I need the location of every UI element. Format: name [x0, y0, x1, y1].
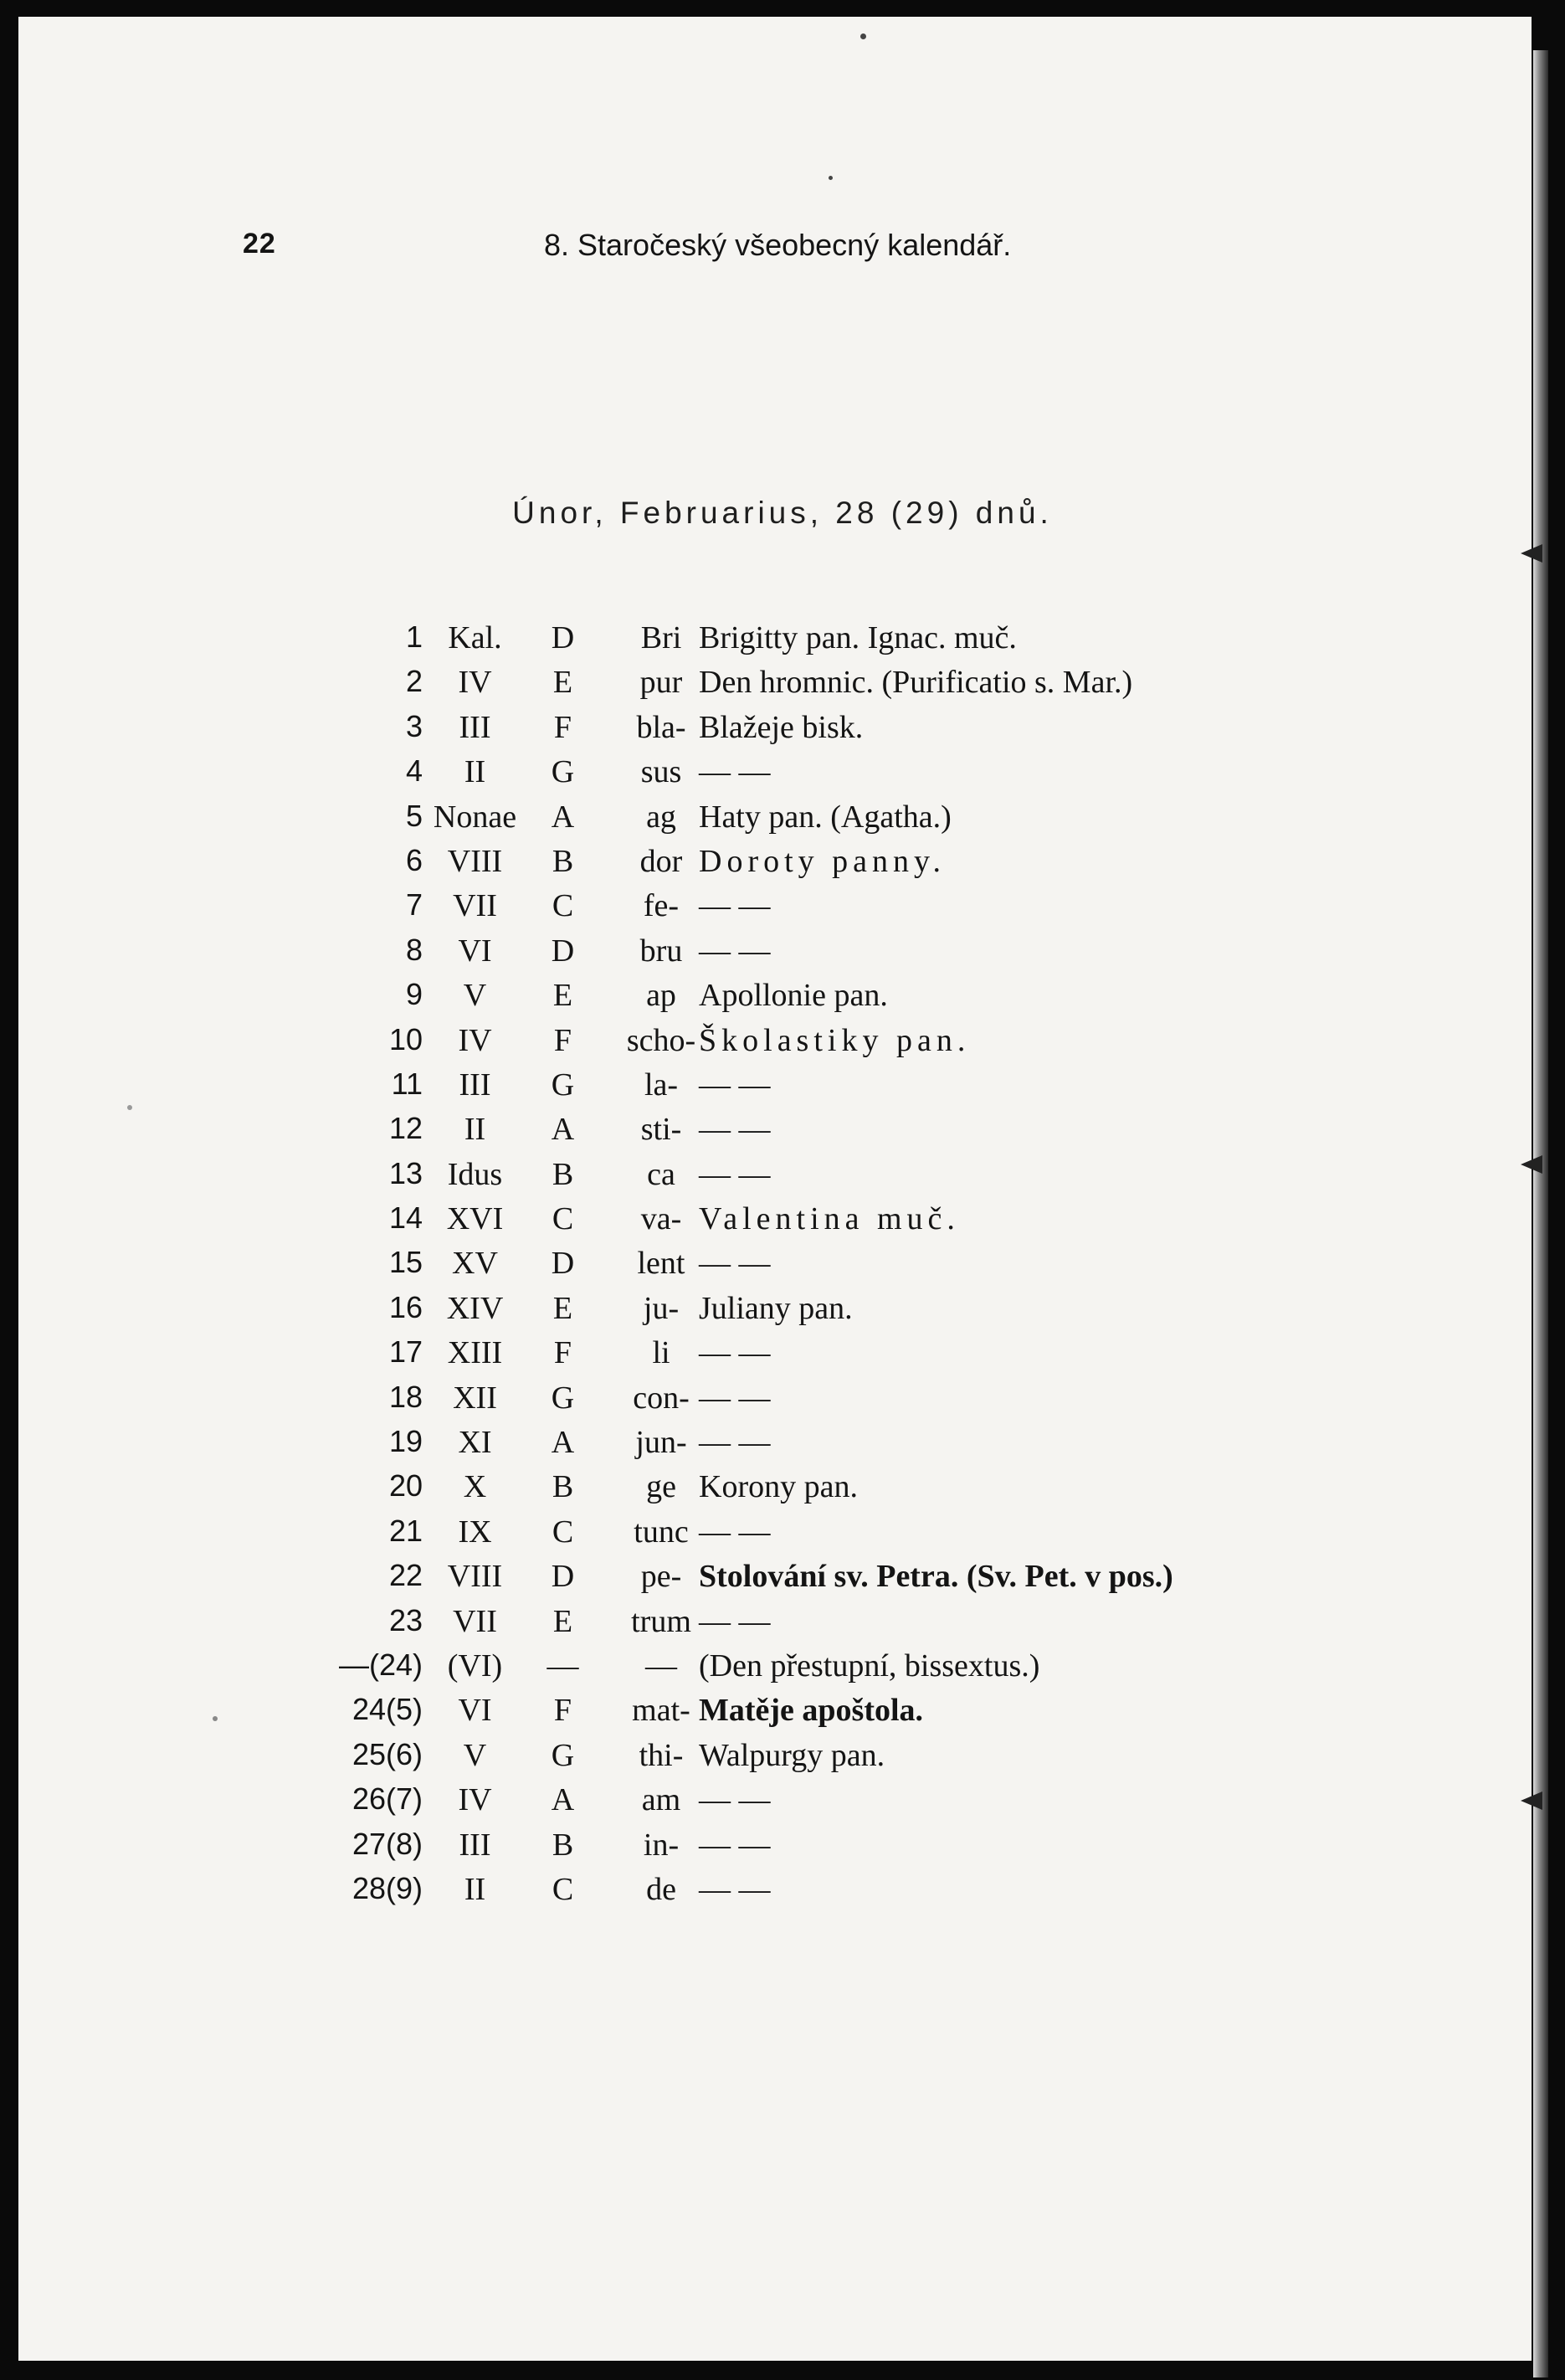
roman-date: X: [463, 1469, 487, 1505]
day-number: 23: [388, 1602, 423, 1637]
page-edge-shadow: [1533, 50, 1548, 2377]
calendar-row: [326, 1067, 1331, 1111]
dominical-letter: G: [551, 1737, 575, 1773]
calendar-row: [326, 1245, 1331, 1289]
day-number: 15: [388, 1245, 423, 1280]
roman-date: V: [463, 978, 487, 1014]
cisiojanus-syllable: de: [646, 1871, 676, 1907]
saint-name: — —: [699, 1782, 771, 1818]
day-number: 27(8): [351, 1826, 423, 1861]
saint-name: — —: [699, 1067, 771, 1103]
roman-date: V: [463, 1737, 487, 1773]
dominical-letter: C: [552, 1201, 574, 1237]
day-number: 17: [388, 1334, 423, 1370]
saint-name: Blažeje bisk.: [699, 709, 864, 745]
cisiojanus-syllable: ag: [646, 799, 676, 835]
day-number: 11: [391, 1066, 423, 1101]
dominical-letter: F: [553, 1022, 572, 1058]
day-number: 18: [388, 1379, 423, 1414]
calendar-row: [326, 619, 1331, 664]
cisiojanus-syllable: mat-: [632, 1693, 690, 1729]
roman-date: III: [459, 1827, 491, 1863]
calendar-row: [326, 843, 1331, 887]
saint-name: — —: [699, 1871, 771, 1907]
roman-date: IX: [458, 1514, 492, 1550]
saint-name: Apollonie pan.: [699, 978, 888, 1014]
dominical-letter: D: [551, 933, 575, 969]
binding-mark: [1521, 1155, 1542, 1174]
day-number: 24(5): [351, 1692, 423, 1727]
dominical-letter: G: [551, 1380, 575, 1416]
calendar-row: [326, 1156, 1331, 1200]
day-number: 3: [405, 708, 423, 743]
cisiojanus-syllable: va-: [640, 1201, 682, 1237]
calendar-table: [326, 619, 1331, 1915]
calendar-row: [326, 1468, 1331, 1513]
cisiojanus-syllable: in-: [643, 1827, 680, 1863]
calendar-row: [326, 1111, 1331, 1155]
day-number: 19: [388, 1424, 423, 1459]
calendar-row: [326, 1558, 1331, 1602]
roman-date: IV: [458, 1022, 492, 1058]
day-number: 9: [405, 977, 423, 1012]
cisiojanus-syllable: bru: [639, 933, 683, 969]
roman-date: Kal.: [448, 620, 502, 655]
saint-name: — —: [699, 1827, 771, 1863]
binding-mark: [1521, 1791, 1542, 1810]
roman-date: III: [459, 1067, 491, 1103]
cisiojanus-syllable: lent: [637, 1246, 685, 1282]
day-number: 25(6): [351, 1736, 423, 1771]
roman-date: VIII: [447, 843, 503, 879]
cisiojanus-syllable: trum: [631, 1603, 691, 1639]
saint-name: Doroty panny.: [699, 843, 947, 879]
calendar-row: [326, 977, 1331, 1021]
roman-date: II: [464, 1871, 486, 1907]
roman-date: XIII: [447, 1335, 503, 1371]
dominical-letter: A: [551, 799, 575, 835]
dominical-letter: E: [552, 1603, 573, 1639]
dominical-letter: —: [546, 1647, 579, 1683]
roman-date: (VI): [447, 1647, 503, 1683]
calendar-row: [326, 1827, 1331, 1871]
dominical-letter: E: [552, 665, 573, 701]
cisiojanus-syllable: ge: [646, 1469, 676, 1505]
month-title: Únor, Februarius, 28 (29) dnů.: [512, 496, 1053, 530]
roman-date: II: [464, 754, 486, 790]
dominical-letter: C: [552, 1871, 574, 1907]
day-number: 21: [388, 1513, 423, 1548]
calendar-row: [326, 1871, 1331, 1915]
calendar-row: [326, 1647, 1331, 1692]
day-number: 8: [405, 932, 423, 967]
saint-name: — —: [699, 1380, 771, 1416]
cisiojanus-syllable: sus: [640, 754, 682, 790]
calendar-row: [326, 1380, 1331, 1424]
saint-name: Brigitty pan. Ignac. muč.: [699, 620, 1017, 655]
calendar-row: [326, 1424, 1331, 1468]
printer-speck: [860, 33, 866, 39]
dominical-letter: G: [551, 754, 575, 790]
calendar-row: [326, 753, 1331, 798]
day-number: 22: [388, 1558, 423, 1593]
calendar-row: [326, 1603, 1331, 1647]
day-number: 16: [388, 1289, 423, 1324]
calendar-row: [326, 709, 1331, 753]
cisiojanus-syllable: ap: [646, 978, 676, 1014]
day-number: 1: [405, 619, 423, 654]
roman-date: IV: [458, 1782, 492, 1818]
day-number: 10: [388, 1021, 423, 1056]
roman-date: XIV: [446, 1290, 504, 1326]
calendar-row: [326, 664, 1331, 708]
saint-name: — —: [699, 1335, 771, 1371]
saint-name: — —: [699, 1603, 771, 1639]
roman-date: III: [459, 709, 491, 745]
dominical-letter: B: [552, 843, 574, 879]
day-number: 13: [388, 1155, 423, 1190]
day-number: 12: [388, 1111, 423, 1146]
dominical-letter: A: [551, 1112, 575, 1148]
cisiojanus-syllable: am: [641, 1782, 681, 1818]
cisiojanus-syllable: pe-: [640, 1559, 682, 1595]
saint-name: Stolování sv. Petra. (Sv. Pet. v pos.): [699, 1559, 1173, 1595]
cisiojanus-syllable: pur: [639, 665, 683, 701]
calendar-row: [326, 1781, 1331, 1826]
roman-date: XVI: [446, 1201, 504, 1237]
calendar-row: [326, 1737, 1331, 1781]
cisiojanus-syllable: fe-: [643, 888, 680, 924]
saint-name: — —: [699, 754, 771, 790]
cisiojanus-syllable: li: [652, 1335, 670, 1371]
saint-name: Walpurgy pan.: [699, 1737, 885, 1773]
dominical-letter: B: [552, 1827, 574, 1863]
saint-name: Haty pan. (Agatha.): [699, 799, 952, 835]
cisiojanus-syllable: ju-: [643, 1290, 680, 1326]
saint-name: — —: [699, 1156, 771, 1192]
roman-date: Idus: [447, 1156, 503, 1192]
cisiojanus-syllable: thi-: [639, 1737, 684, 1773]
dominical-letter: F: [553, 1693, 572, 1729]
cisiojanus-syllable: tunc: [634, 1514, 689, 1550]
page-number: 22: [243, 228, 276, 260]
roman-date: XV: [452, 1246, 498, 1282]
cisiojanus-syllable: ca: [647, 1156, 675, 1192]
day-number: 6: [405, 842, 423, 877]
saint-name: — —: [699, 933, 771, 969]
day-number: 28(9): [351, 1870, 423, 1905]
roman-date: IV: [458, 665, 492, 701]
calendar-row: [326, 1514, 1331, 1558]
printer-speck: [829, 176, 833, 180]
dominical-letter: E: [552, 1290, 573, 1326]
saint-name: (Den přestupní, bissextus.): [699, 1647, 1040, 1683]
binding-mark: [1521, 544, 1542, 563]
day-number: 14: [388, 1200, 423, 1236]
saint-name: — —: [699, 1514, 771, 1550]
day-number: 7: [405, 887, 423, 923]
cisiojanus-syllable: bla-: [636, 709, 686, 745]
cisiojanus-syllable: jun-: [635, 1425, 687, 1461]
cisiojanus-syllable: sti-: [640, 1112, 682, 1148]
dominical-letter: E: [552, 978, 573, 1014]
roman-date: Nonae: [433, 799, 517, 835]
cisiojanus-syllable: con-: [633, 1380, 690, 1416]
calendar-row: [326, 1022, 1331, 1067]
calendar-row: [326, 799, 1331, 843]
dominical-letter: C: [552, 888, 574, 924]
roman-date: VI: [458, 933, 492, 969]
day-number: 2: [405, 664, 423, 699]
dominical-letter: D: [551, 620, 575, 655]
saint-name: Matěje apoštola.: [699, 1693, 924, 1729]
calendar-row: [326, 933, 1331, 977]
cisiojanus-syllable: dor: [639, 843, 683, 879]
calendar-row: [326, 1692, 1331, 1736]
printer-speck: [213, 1716, 218, 1721]
cisiojanus-syllable: Bri: [640, 620, 682, 655]
day-number: 5: [405, 798, 423, 833]
running-title: 8. Staročeský všeobecný kalendář.: [544, 228, 1012, 262]
saint-name: Juliany pan.: [699, 1290, 853, 1326]
cisiojanus-syllable: —: [645, 1647, 677, 1683]
dominical-letter: A: [551, 1425, 575, 1461]
saint-name: — —: [699, 1112, 771, 1148]
cisiojanus-syllable: scho-: [626, 1022, 696, 1058]
roman-date: VI: [458, 1693, 492, 1729]
dominical-letter: C: [552, 1514, 574, 1550]
calendar-row: [326, 1334, 1331, 1379]
calendar-row: [326, 887, 1331, 932]
dominical-letter: A: [551, 1782, 575, 1818]
printer-speck: [127, 1105, 132, 1110]
roman-date: II: [464, 1112, 486, 1148]
roman-date: VIII: [447, 1559, 503, 1595]
roman-date: VII: [453, 888, 497, 924]
dominical-letter: F: [553, 1335, 572, 1371]
saint-name: Školastiky pan.: [699, 1022, 971, 1058]
day-number: 4: [405, 753, 423, 789]
saint-name: — —: [699, 888, 771, 924]
dominical-letter: F: [553, 709, 572, 745]
dominical-letter: B: [552, 1469, 574, 1505]
cisiojanus-syllable: la-: [644, 1067, 679, 1103]
dominical-letter: G: [551, 1067, 575, 1103]
dominical-letter: D: [551, 1559, 575, 1595]
calendar-row: [326, 1200, 1331, 1245]
day-number: 20: [388, 1468, 423, 1504]
saint-name: — —: [699, 1246, 771, 1282]
roman-date: XI: [458, 1425, 492, 1461]
saint-name: Korony pan.: [699, 1469, 858, 1505]
saint-name: Valentina muč.: [699, 1201, 960, 1237]
calendar-row: [326, 1290, 1331, 1334]
saint-name: Den hromnic. (Purificatio s. Mar.): [699, 665, 1133, 701]
roman-date: VII: [453, 1603, 497, 1639]
dominical-letter: D: [551, 1246, 575, 1282]
day-number: 26(7): [351, 1781, 423, 1817]
dominical-letter: B: [552, 1156, 574, 1192]
roman-date: XII: [453, 1380, 497, 1416]
day-number: —(24): [338, 1647, 423, 1682]
saint-name: — —: [699, 1425, 771, 1461]
